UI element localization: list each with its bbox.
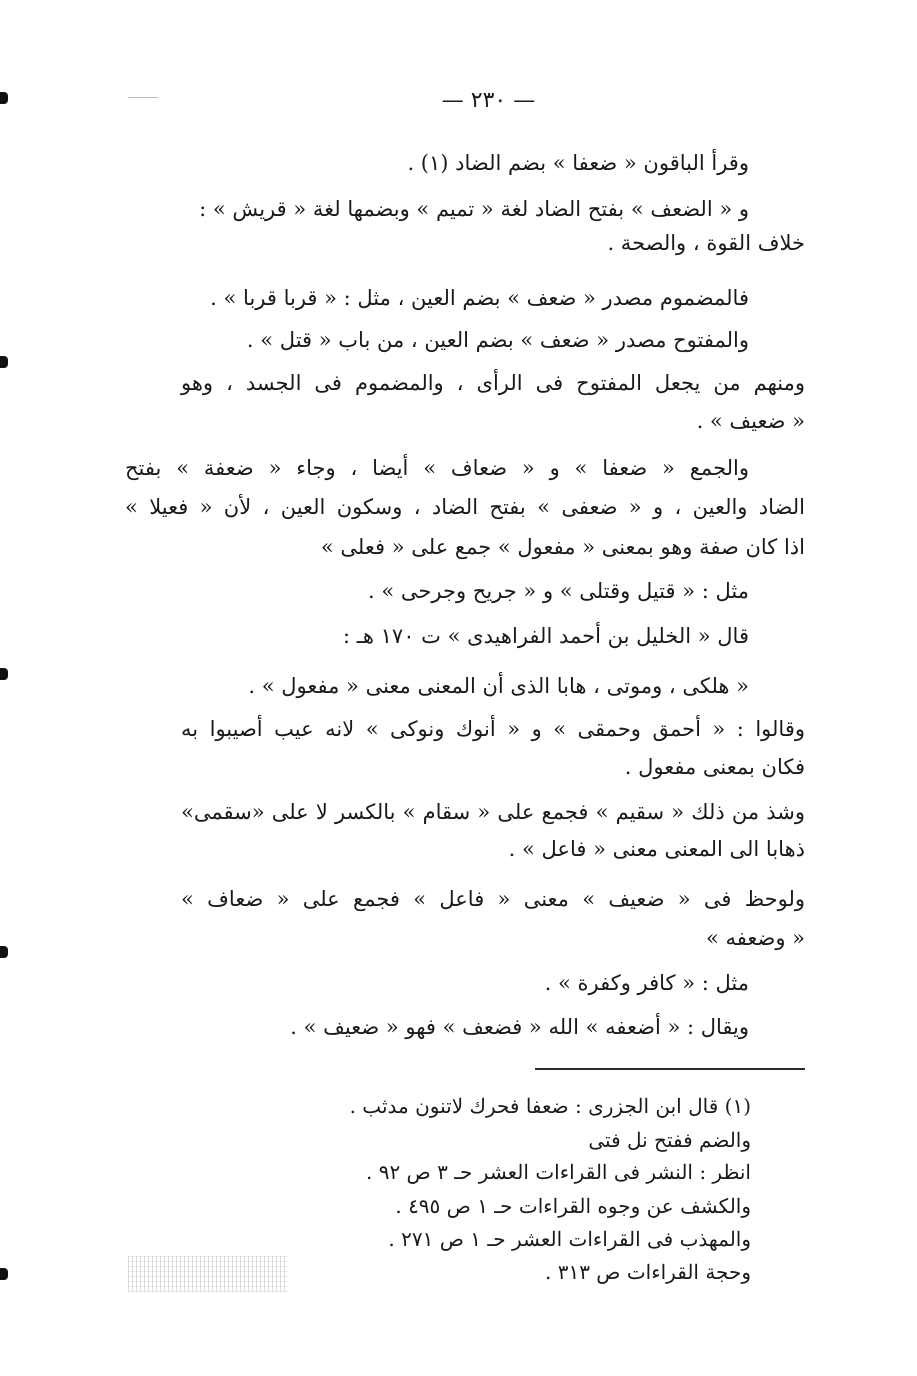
body-line: وقالوا : « أحمق وحمقى » و « أنوك ونوكى » لانه عيب أصيبوا به: [181, 717, 805, 741]
footnote-line: والمهذب فى القراءات العشر حـ ١ ص ٢٧١ .: [388, 1227, 751, 1251]
scan-edge-mark: [0, 1268, 8, 1280]
body-line: والجمع « ضعفا » و « ضعاف » أيضا ، وجاء « ضعفة » بفتح: [125, 456, 749, 480]
body-line: فالمضموم مصدر « ضعف » بضم العين ، مثل : « قربا قربا » .: [210, 286, 749, 310]
body-line: ولوحظ فى « ضعيف » معنى « فاعل » فجمع على « ضعاف »: [181, 887, 805, 911]
body-line: مثل : « كافر وكفرة » .: [544, 971, 749, 995]
body-line: « ضعيف » .: [696, 409, 805, 433]
body-line: قال « الخليل بن أحمد الفراهيدى » ت ١٧٠ هـ :: [342, 624, 749, 648]
body-line: ويقال : « أضعفه » الله « فضعف » فهو « ضعيف » .: [290, 1015, 749, 1039]
body-line: وشذ من ذلك « سقيم » فجمع على « سقام » بالكسر لا على «سقمى»: [181, 800, 805, 824]
body-line: والمفتوح مصدر « ضعف » بضم العين ، من باب « قتل » .: [246, 328, 749, 352]
body-line: مثل : « قتيل وقتلى » و « جريح وجرحى » .: [368, 579, 749, 603]
footnote-line: وحجة القراءات ص ٣١٣ .: [544, 1260, 751, 1284]
page-number: — ٢٣٠ —: [441, 88, 536, 113]
footnote-line: والضم ففتح نل فتى: [588, 1128, 751, 1152]
body-line: « وضعفه »: [705, 926, 805, 950]
scan-edge-mark: [0, 356, 8, 368]
body-line: « هلكى ، وموتى ، هابا الذى أن المعنى معنى « مفعول » .: [248, 674, 749, 698]
scan-edge-mark: [0, 668, 8, 680]
body-line: اذا كان صفة وهو بمعنى « مفعول » جمع على « فعلى »: [320, 535, 805, 559]
body-line: ومنهم من يجعل المفتوح فى الرأى ، والمضموم فى الجسد ، وهو: [181, 371, 805, 395]
body-line: و « الضعف » بفتح الضاد لغة « تميم » وبضمها لغة « قريش » :: [199, 197, 749, 221]
scan-edge-mark: [0, 92, 8, 104]
footnote-line: والكشف عن وجوه القراءات حـ ١ ص ٤٩٥ .: [395, 1194, 751, 1218]
footnote-line: انظر : النشر فى القراءات العشر حـ ٣ ص ٩٢ .: [365, 1160, 751, 1184]
footnote-line: (١) قال ابن الجزرى : ضعفا فحرك لاتنون مدثب .: [349, 1094, 751, 1118]
scan-noise: [128, 1256, 288, 1292]
body-line: فكان بمعنى مفعول .: [624, 755, 805, 779]
scan-edge-mark: [0, 946, 8, 958]
body-line: ذهابا الى المعنى معنى « فاعل » .: [508, 837, 805, 861]
body-line: خلاف القوة ، والصحة .: [607, 231, 805, 255]
body-line: وقرأ الباقون « ضعفا » بضم الضاد (١) .: [407, 151, 749, 175]
footnote-separator: [535, 1068, 805, 1070]
body-line: الضاد والعين ، و « ضعفى » بفتح الضاد ، وسكون العين ، لأن « فعيلا »: [125, 495, 805, 519]
